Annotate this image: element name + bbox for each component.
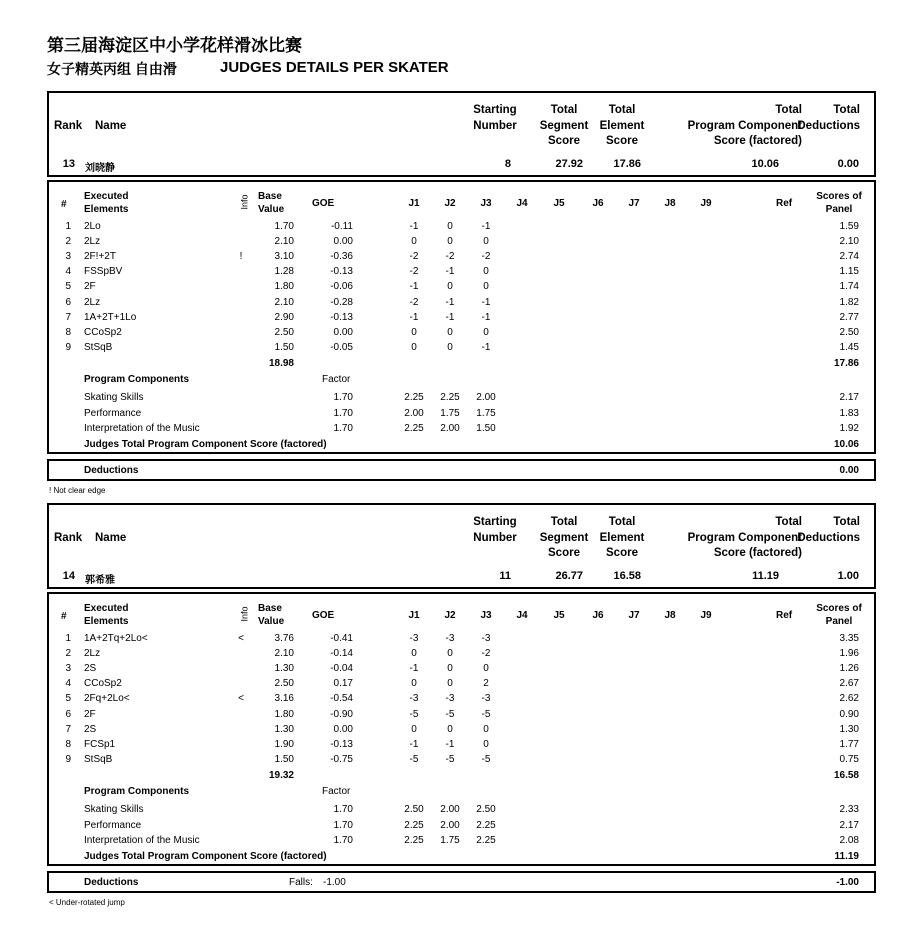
element-row-number: 5 xyxy=(65,281,71,293)
skater-total-pcs: 10.06 xyxy=(751,158,779,170)
deductions-box xyxy=(47,459,876,481)
judge-header-j5: J5 xyxy=(553,198,565,209)
element-judge-score: -5 xyxy=(409,753,419,765)
element-judge-score: -2 xyxy=(481,648,491,660)
skater-rank: 14 xyxy=(62,570,75,582)
element-goe: -0.13 xyxy=(330,266,353,278)
hash-header: # xyxy=(61,611,67,622)
element-row-number: 4 xyxy=(65,678,71,690)
component-name: Performance xyxy=(84,407,142,419)
element-base-value: 2.50 xyxy=(274,326,294,338)
element-goe: 0.00 xyxy=(333,236,353,248)
element-row-number: 8 xyxy=(65,326,71,338)
component-judge-score: 2.50 xyxy=(476,804,496,815)
element-judge-score: -5 xyxy=(481,753,491,765)
total-element-header: Total Element Score xyxy=(599,516,645,559)
judge-header-j5: J5 xyxy=(553,610,565,621)
element-judge-score: 0 xyxy=(411,326,417,338)
element-judge-score: -2 xyxy=(409,266,419,278)
ref-header: Ref xyxy=(776,610,793,621)
executed-elements-header: Executed Elements xyxy=(84,191,129,215)
element-goe: -0.11 xyxy=(330,221,353,232)
tes-total: 17.86 xyxy=(833,358,859,369)
judge-header-j3: J3 xyxy=(480,198,492,209)
element-panel-score: 1.26 xyxy=(839,663,859,675)
base-value-header: Base Value xyxy=(258,191,285,215)
element-judge-score: 0 xyxy=(483,738,489,750)
element-row-number: 3 xyxy=(65,251,71,263)
component-judge-score: 2.25 xyxy=(476,819,496,831)
total-element-header: Total Element Score xyxy=(599,104,645,147)
footnote: ! Not clear edge xyxy=(49,486,106,495)
element-judge-score: 0 xyxy=(411,341,417,353)
total-deductions-header: Total Deductions xyxy=(797,516,860,544)
base-value-total: 19.32 xyxy=(268,770,294,781)
element-judge-score: -1 xyxy=(409,663,419,675)
program-components-header: Program Components xyxy=(84,786,190,797)
element-panel-score: 2.62 xyxy=(839,693,859,705)
element-judge-score: -1 xyxy=(409,311,419,323)
element-base-value: 3.16 xyxy=(274,693,294,705)
element-judge-score: -1 xyxy=(445,266,455,278)
judge-header-j6: J6 xyxy=(592,198,604,209)
deductions-total: 0.00 xyxy=(839,465,859,476)
element-judge-score: -1 xyxy=(445,311,455,323)
component-panel-score: 2.08 xyxy=(839,835,859,846)
element-judge-score: 0 xyxy=(447,236,453,248)
element-row-number: 3 xyxy=(65,663,71,675)
element-goe: -0.13 xyxy=(330,311,353,323)
hash-header: # xyxy=(61,199,67,210)
element-judge-score: -1 xyxy=(481,341,491,353)
element-base-value: 2.10 xyxy=(274,296,294,308)
element-goe: -0.05 xyxy=(330,341,353,353)
element-judge-score: -5 xyxy=(445,708,455,720)
element-base-value: 1.30 xyxy=(274,663,294,675)
page-subtitle: 女子精英丙组 自由滑 xyxy=(47,61,177,77)
report-title: JUDGES DETAILS PER SKATER xyxy=(220,59,449,76)
component-judge-score: 2.00 xyxy=(476,392,496,403)
executed-elements-header: Executed Elements xyxy=(84,603,129,627)
element-base-value: 1.70 xyxy=(274,221,294,232)
element-code: 2Lz xyxy=(84,296,101,308)
judge-header-j2: J2 xyxy=(444,198,456,209)
element-panel-score: 1.74 xyxy=(839,281,859,293)
skater-summary-box xyxy=(47,503,876,589)
element-code: 2Lz xyxy=(84,236,101,248)
element-judge-score: -3 xyxy=(481,693,491,705)
total-deductions-header: Total Deductions xyxy=(797,104,860,132)
component-judge-score: 2.25 xyxy=(404,819,424,831)
element-code: StSqB xyxy=(84,341,113,353)
element-goe: -0.14 xyxy=(330,648,353,660)
component-judge-score: 1.75 xyxy=(440,407,460,419)
element-panel-score: 1.77 xyxy=(839,738,859,750)
judges-total-pcs-value: 11.19 xyxy=(834,851,859,862)
element-code: 2F!+2T xyxy=(84,251,116,263)
tes-total: 16.58 xyxy=(833,770,859,781)
info-header: Info xyxy=(239,606,250,622)
element-info: < xyxy=(238,693,244,705)
skater-name: 郭希雅 xyxy=(85,575,115,586)
element-judge-score: 0 xyxy=(483,281,489,293)
element-judge-score: -1 xyxy=(481,296,491,308)
element-goe: -0.04 xyxy=(330,663,353,675)
element-row-number: 9 xyxy=(65,341,71,353)
deductions-label: Deductions xyxy=(84,465,139,476)
element-code: 2Lo xyxy=(84,221,101,232)
element-panel-score: 1.30 xyxy=(839,723,859,735)
element-row-number: 5 xyxy=(65,693,71,705)
component-panel-score: 2.33 xyxy=(839,804,859,815)
component-factor: 1.70 xyxy=(333,819,353,831)
skater-total-pcs: 11.19 xyxy=(752,570,779,582)
component-judge-score: 2.25 xyxy=(404,423,424,434)
element-judge-score: -3 xyxy=(445,633,455,644)
element-goe: -0.13 xyxy=(330,738,353,750)
component-judge-score: 2.25 xyxy=(440,392,460,403)
element-judge-score: 0 xyxy=(411,236,417,248)
element-code: StSqB xyxy=(84,753,113,765)
element-judge-score: 0 xyxy=(447,221,453,232)
component-judge-score: 2.25 xyxy=(476,835,496,846)
element-code: FCSp1 xyxy=(84,738,116,750)
skater-detail-box xyxy=(47,180,876,454)
rank-header: Rank xyxy=(54,120,83,132)
element-panel-score: 1.96 xyxy=(839,648,859,660)
element-panel-score: 1.82 xyxy=(839,296,859,308)
component-panel-score: 2.17 xyxy=(839,392,859,403)
judges-total-pcs-value: 10.06 xyxy=(833,439,859,450)
component-judge-score: 2.00 xyxy=(440,804,460,815)
element-code: CCoSp2 xyxy=(84,678,122,690)
element-judge-score: -5 xyxy=(481,708,491,720)
component-panel-score: 2.17 xyxy=(839,819,859,831)
element-judge-score: -2 xyxy=(445,251,455,263)
element-judge-score: 0 xyxy=(411,648,417,660)
element-row-number: 7 xyxy=(65,723,71,735)
element-row-number: 2 xyxy=(65,648,71,660)
element-code: 2Lz xyxy=(84,648,101,660)
deductions-detail-value: -1.00 xyxy=(323,877,346,888)
component-judge-score: 2.25 xyxy=(404,392,424,403)
element-base-value: 1.28 xyxy=(274,266,294,278)
element-panel-score: 0.90 xyxy=(839,708,859,720)
panel-score-header: Scores of Panel xyxy=(816,191,862,215)
info-header: Info xyxy=(239,194,250,210)
judge-header-j8: J8 xyxy=(664,610,676,621)
element-panel-score: 2.50 xyxy=(839,326,859,338)
element-judge-score: 0 xyxy=(447,281,453,293)
element-base-value: 1.80 xyxy=(274,281,294,293)
skater-total-element-score: 17.86 xyxy=(613,158,641,170)
component-factor: 1.70 xyxy=(333,407,353,419)
element-row-number: 6 xyxy=(65,708,71,720)
element-base-value: 1.50 xyxy=(274,341,294,353)
element-code: 2S xyxy=(84,663,97,675)
component-name: Interpretation of the Music xyxy=(84,835,200,846)
element-judge-score: 0 xyxy=(483,663,489,675)
starting-number-header: Starting Number xyxy=(473,104,517,132)
skater-total-deductions: 0.00 xyxy=(837,158,859,170)
deductions-box xyxy=(47,871,876,893)
element-judge-score: -1 xyxy=(445,296,455,308)
element-panel-score: 1.59 xyxy=(839,221,859,232)
element-row-number: 7 xyxy=(65,311,71,323)
factor-header: Factor xyxy=(322,374,351,385)
total-segment-header: Total Segment Score xyxy=(539,516,589,559)
skater-starting-number: 11 xyxy=(499,570,511,582)
element-goe: 0.00 xyxy=(333,326,353,338)
element-judge-score: 2 xyxy=(483,678,489,690)
name-header: Name xyxy=(95,120,127,132)
judge-header-j9: J9 xyxy=(700,198,712,209)
deductions-detail-label: Falls: xyxy=(289,877,313,888)
element-base-value: 2.10 xyxy=(274,236,294,248)
component-name: Performance xyxy=(84,819,142,831)
component-factor: 1.70 xyxy=(333,392,353,403)
total-segment-header: Total Segment Score xyxy=(539,104,589,147)
element-panel-score: 2.74 xyxy=(839,251,859,263)
judge-header-j3: J3 xyxy=(480,610,492,621)
element-base-value: 2.50 xyxy=(274,678,294,690)
judges-total-pcs-label: Judges Total Program Component Score (factored) xyxy=(84,439,327,450)
total-pcs-header: Total Program Component Score (factored) xyxy=(687,516,802,559)
element-goe: -0.28 xyxy=(330,296,353,308)
element-panel-score: 2.77 xyxy=(839,311,859,323)
element-judge-score: -1 xyxy=(445,738,455,750)
panel-score-header: Scores of Panel xyxy=(816,603,862,627)
element-row-number: 8 xyxy=(65,738,71,750)
judge-header-j4: J4 xyxy=(516,610,528,621)
element-judge-score: -1 xyxy=(481,311,491,323)
element-code: CCoSp2 xyxy=(84,326,122,338)
element-judge-score: -3 xyxy=(481,633,491,644)
element-code: 1A+2T+1Lo xyxy=(84,311,137,323)
element-base-value: 3.76 xyxy=(274,633,294,644)
base-value-total: 18.98 xyxy=(268,358,294,369)
judge-header-j9: J9 xyxy=(700,610,712,621)
skater-total-deductions: 1.00 xyxy=(837,570,859,582)
component-judge-score: 2.25 xyxy=(404,835,424,846)
judge-header-j1: J1 xyxy=(408,610,420,621)
element-judge-score: 0 xyxy=(411,723,417,735)
deductions-total: -1.00 xyxy=(836,877,859,888)
element-panel-score: 1.45 xyxy=(839,341,859,353)
component-judge-score: 2.00 xyxy=(440,819,460,831)
element-goe: 0.17 xyxy=(333,678,353,690)
element-goe: -0.90 xyxy=(330,708,353,720)
element-panel-score: 3.35 xyxy=(839,633,859,644)
rank-header: Rank xyxy=(54,532,83,544)
skater-detail-box xyxy=(47,592,876,866)
element-base-value: 2.10 xyxy=(274,648,294,660)
element-goe: -0.06 xyxy=(330,281,353,293)
component-name: Interpretation of the Music xyxy=(84,423,200,434)
component-panel-score: 1.92 xyxy=(839,423,859,434)
component-judge-score: 1.75 xyxy=(440,835,460,846)
factor-header: Factor xyxy=(322,786,351,797)
judges-total-pcs-label: Judges Total Program Component Score (factored) xyxy=(84,851,327,862)
component-judge-score: 1.50 xyxy=(476,423,496,434)
footnote: < Under-rotated jump xyxy=(49,898,125,907)
component-judge-score: 2.50 xyxy=(404,804,424,815)
ref-header: Ref xyxy=(776,198,793,209)
goe-header: GOE xyxy=(312,198,335,209)
element-judge-score: -1 xyxy=(409,281,419,293)
element-judge-score: 0 xyxy=(447,723,453,735)
component-name: Skating Skills xyxy=(84,804,144,815)
component-judge-score: 1.75 xyxy=(476,407,496,419)
element-goe: -0.75 xyxy=(330,753,353,765)
element-info: ! xyxy=(239,251,243,263)
deductions-label: Deductions xyxy=(84,877,139,888)
element-code: 2Fq+2Lo< xyxy=(84,693,130,705)
element-row-number: 6 xyxy=(65,296,71,308)
skater-starting-number: 8 xyxy=(504,158,511,170)
judge-header-j6: J6 xyxy=(592,610,604,621)
element-base-value: 1.50 xyxy=(274,753,294,765)
element-judge-score: -3 xyxy=(409,633,419,644)
skater-total-element-score: 16.58 xyxy=(613,570,641,582)
page-title: 第三届海淀区中小学花样滑冰比赛 xyxy=(47,36,302,55)
element-row-number: 2 xyxy=(65,236,71,248)
judge-header-j1: J1 xyxy=(408,198,420,209)
element-info: < xyxy=(238,633,244,644)
element-goe: -0.36 xyxy=(330,251,353,263)
element-judge-score: 0 xyxy=(483,266,489,278)
program-components-header: Program Components xyxy=(84,374,190,385)
skater-name: 刘晓静 xyxy=(85,163,115,174)
component-judge-score: 2.00 xyxy=(404,407,424,419)
element-judge-score: 0 xyxy=(483,723,489,735)
element-goe: -0.41 xyxy=(330,633,353,644)
element-base-value: 1.30 xyxy=(274,723,294,735)
element-panel-score: 2.67 xyxy=(839,678,859,690)
element-base-value: 1.90 xyxy=(274,738,294,750)
element-judge-score: -1 xyxy=(481,221,491,232)
name-header: Name xyxy=(95,532,127,544)
element-base-value: 1.80 xyxy=(274,708,294,720)
element-base-value: 2.90 xyxy=(274,311,294,323)
judge-header-j2: J2 xyxy=(444,610,456,621)
total-pcs-header: Total Program Component Score (factored) xyxy=(687,104,802,147)
element-judge-score: 0 xyxy=(447,663,453,675)
judge-header-j7: J7 xyxy=(628,198,640,209)
component-name: Skating Skills xyxy=(84,392,144,403)
element-code: 2S xyxy=(84,723,97,735)
judge-header-j7: J7 xyxy=(628,610,640,621)
component-factor: 1.70 xyxy=(333,804,353,815)
element-judge-score: -1 xyxy=(409,221,419,232)
element-panel-score: 2.10 xyxy=(839,236,859,248)
element-code: 2F xyxy=(84,281,96,293)
component-factor: 1.70 xyxy=(333,835,353,846)
component-panel-score: 1.83 xyxy=(839,407,859,419)
element-judge-score: -2 xyxy=(409,296,419,308)
element-row-number: 9 xyxy=(65,753,71,765)
element-judge-score: 0 xyxy=(447,326,453,338)
element-row-number: 4 xyxy=(65,266,71,278)
element-judge-score: 0 xyxy=(483,326,489,338)
element-judge-score: -2 xyxy=(409,251,419,263)
starting-number-header: Starting Number xyxy=(473,516,517,544)
judge-header-j8: J8 xyxy=(664,198,676,209)
skater-summary-box xyxy=(47,91,876,177)
element-panel-score: 1.15 xyxy=(839,266,859,278)
base-value-header: Base Value xyxy=(258,603,285,627)
element-judge-score: 0 xyxy=(483,236,489,248)
skater-total-segment-score: 27.92 xyxy=(555,158,583,170)
element-row-number: 1 xyxy=(65,221,71,232)
element-judge-score: 0 xyxy=(447,341,453,353)
element-judge-score: -3 xyxy=(445,693,455,705)
judge-header-j4: J4 xyxy=(516,198,528,209)
component-factor: 1.70 xyxy=(333,423,353,434)
element-judge-score: -5 xyxy=(445,753,455,765)
element-goe: 0.00 xyxy=(333,723,353,735)
element-judge-score: -3 xyxy=(409,693,419,705)
element-panel-score: 0.75 xyxy=(839,753,859,765)
skater-rank: 13 xyxy=(62,158,75,170)
element-judge-score: 0 xyxy=(411,678,417,690)
element-judge-score: -1 xyxy=(409,738,419,750)
element-base-value: 3.10 xyxy=(274,251,294,263)
element-row-number: 1 xyxy=(65,633,71,644)
element-code: FSSpBV xyxy=(84,266,123,278)
element-code: 2F xyxy=(84,708,96,720)
goe-header: GOE xyxy=(312,610,335,621)
element-code: 1A+2Tq+2Lo< xyxy=(84,633,148,644)
element-judge-score: 0 xyxy=(447,648,453,660)
skater-total-segment-score: 26.77 xyxy=(555,570,583,582)
element-goe: -0.54 xyxy=(330,693,353,705)
component-judge-score: 2.00 xyxy=(440,423,460,434)
element-judge-score: 0 xyxy=(447,678,453,690)
element-judge-score: -2 xyxy=(481,251,491,263)
element-judge-score: -5 xyxy=(409,708,419,720)
